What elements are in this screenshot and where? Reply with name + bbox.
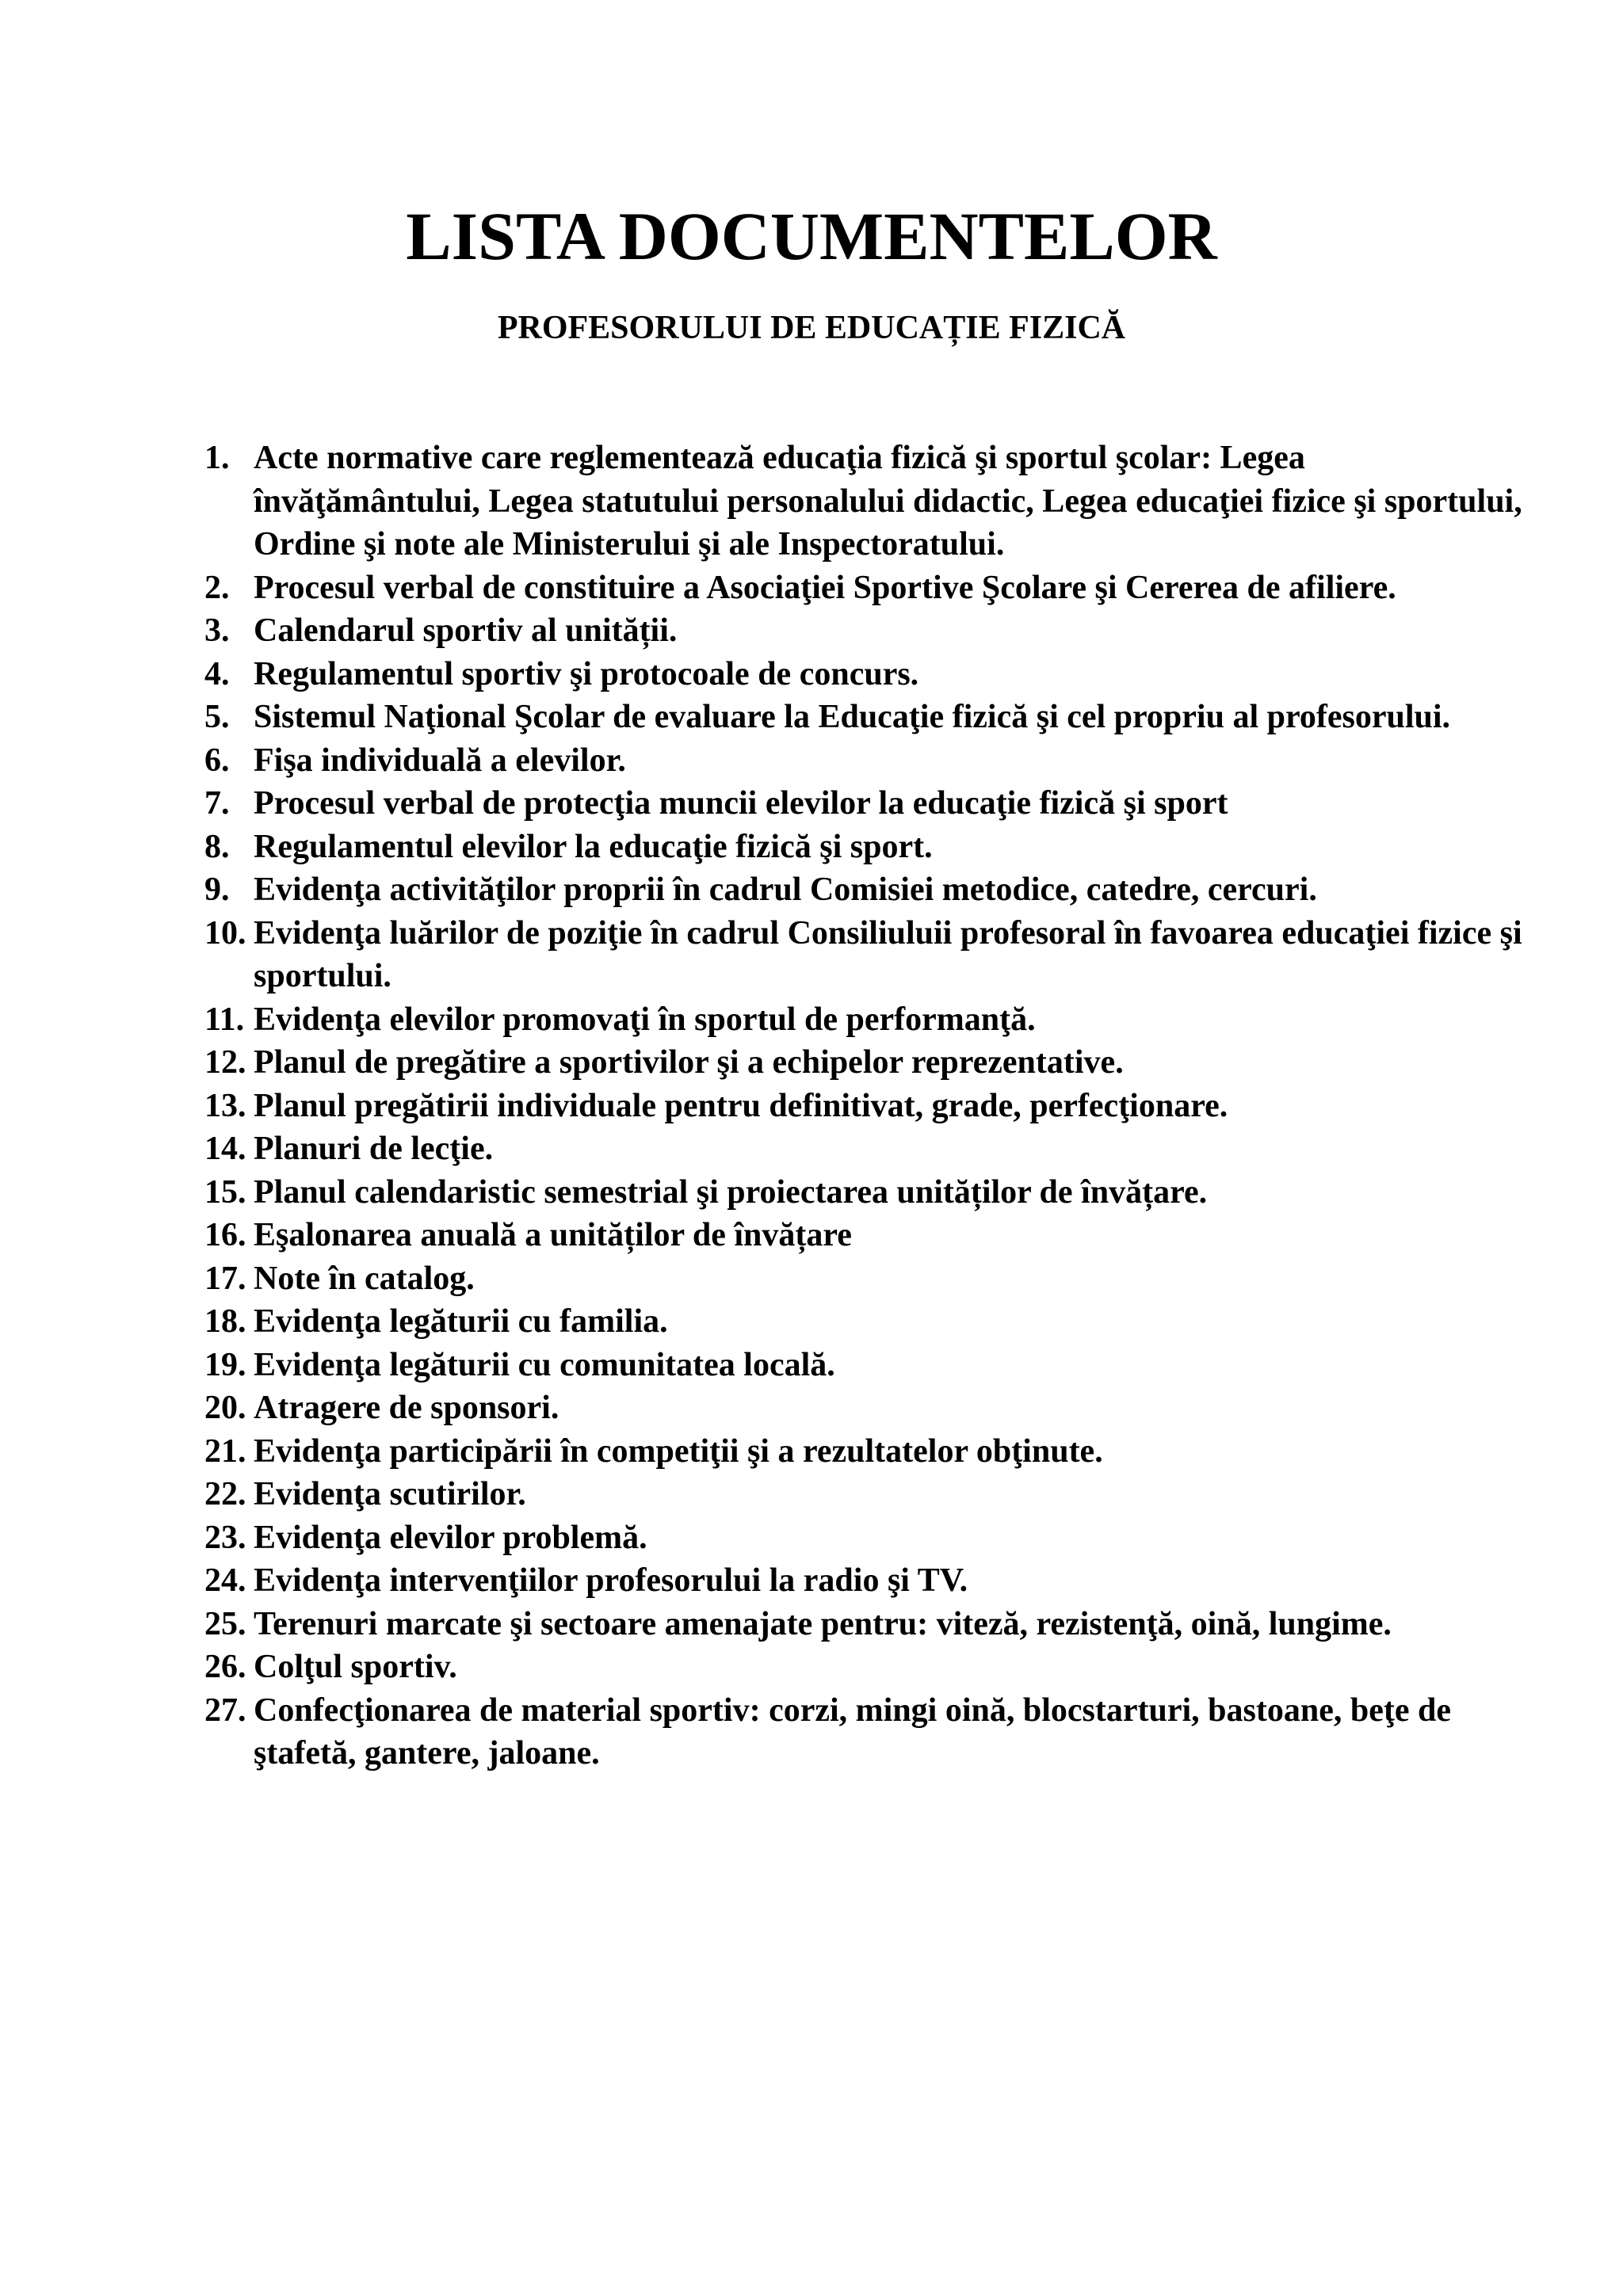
list-item xyxy=(204,998,1536,1042)
list-item-number: 7. xyxy=(204,785,230,822)
list-item xyxy=(204,868,1536,912)
list-item-number: 12. xyxy=(204,1044,246,1081)
list-item-number: 25. xyxy=(204,1605,246,1642)
list-item-text: Planul calendaristic semestrial şi proiectarea unităților de învățare. xyxy=(254,1173,1208,1211)
list-item xyxy=(204,1085,1536,1128)
list-item-number: 22. xyxy=(204,1476,246,1512)
list-item xyxy=(204,1603,1536,1646)
list-item-text: Evidenţa scutirilor. xyxy=(254,1476,526,1512)
list-item xyxy=(204,1171,1536,1215)
list-item-number: 8. xyxy=(204,828,230,865)
list-item-text: Confecţionarea de material sportiv: corzi, mingi oină, blocstarturi, bastoane, beţe de ştafetă, gantere, jaloane. xyxy=(254,1691,1451,1772)
list-item-number: 1. xyxy=(204,440,230,476)
list-item-text: Regulamentul elevilor la educaţie fizică şi sport. xyxy=(254,828,933,865)
list-item-text: Evidenţa elevilor problemă. xyxy=(254,1519,647,1556)
list-item-text: Note în catalog. xyxy=(254,1260,475,1297)
list-item xyxy=(204,826,1536,869)
list-item-number: 20. xyxy=(204,1390,246,1426)
list-item-number: 23. xyxy=(204,1519,246,1556)
list-item-number: 26. xyxy=(204,1649,246,1685)
list-item-text: Colţul sportiv. xyxy=(254,1649,457,1685)
list-item xyxy=(204,1516,1536,1560)
list-item-text: Regulamentul sportiv şi protocoale de concurs. xyxy=(254,655,919,692)
list-item xyxy=(204,1300,1536,1344)
list-item-number: 15. xyxy=(204,1173,246,1211)
list-item xyxy=(204,1473,1536,1516)
list-item xyxy=(204,1689,1536,1775)
list-item-text: Atragere de sponsori. xyxy=(254,1390,559,1426)
list-item xyxy=(204,1386,1536,1430)
list-item xyxy=(204,566,1536,610)
list-item-number: 16. xyxy=(204,1217,246,1253)
document-subtitle: PROFESORULUI DE EDUCAȚIE FIZICĂ xyxy=(497,310,1126,346)
list-item-text: Acte normative care reglementează educaţia fizică şi sportul şcolar: Legea învăţământului, Legea statutului personalului didactic, Legea educaţiei fizice şi sportului, Ordine şi note ale Ministerului şi ale Inspectoratului. xyxy=(254,440,1522,563)
list-item-text: Evidenţa activităţilor proprii în cadrul Comisiei metodice, catedre, cercuri. xyxy=(254,871,1317,908)
list-item xyxy=(204,1344,1536,1387)
list-item-number: 5. xyxy=(204,699,230,735)
list-item xyxy=(204,739,1536,783)
list-item-text: Terenuri marcate şi sectoare amenajate pentru: viteză, rezistenţă, oină, lungime. xyxy=(254,1605,1392,1642)
documents-list xyxy=(204,437,1536,1775)
list-item-text: Planul de pregătire a sportivilor şi a echipelor reprezentative. xyxy=(254,1044,1124,1081)
list-item-number: 24. xyxy=(204,1562,246,1599)
list-item-number: 9. xyxy=(204,871,230,908)
list-item xyxy=(204,1559,1536,1603)
list-item-text: Planul pregătirii individuale pentru definitivat, grade, perfecţionare. xyxy=(254,1087,1228,1124)
list-item-number: 10. xyxy=(204,914,246,952)
list-item-number: 2. xyxy=(204,569,230,606)
list-item xyxy=(204,653,1536,696)
list-item-text: Procesul verbal de protecţia muncii elevilor la educaţie fizică şi sport xyxy=(254,785,1228,822)
list-item-text: Sistemul Naţional Şcolar de evaluare la Educaţie fizică şi cel propriu al profesorului. xyxy=(254,699,1451,735)
list-item xyxy=(204,437,1536,566)
list-item-text: Fişa individuală a elevilor. xyxy=(254,742,626,779)
list-item xyxy=(204,912,1536,998)
list-item-number: 14. xyxy=(204,1131,246,1167)
list-item-number: 13. xyxy=(204,1087,246,1124)
list-item-text: Planuri de lecţie. xyxy=(254,1131,494,1167)
list-item-text: Evidenţa legăturii cu familia. xyxy=(254,1303,668,1340)
document-title: LISTA DOCUMENTELOR xyxy=(406,198,1217,274)
list-item xyxy=(204,1430,1536,1474)
list-item-number: 17. xyxy=(204,1260,246,1297)
list-item-text: Evidenţa elevilor promovaţi în sportul de performanţă. xyxy=(254,1001,1036,1038)
list-item-text: Calendarul sportiv al unității. xyxy=(254,612,678,649)
list-item xyxy=(204,1041,1536,1085)
list-item xyxy=(204,782,1536,826)
list-item-number: 21. xyxy=(204,1432,246,1470)
list-item-number: 19. xyxy=(204,1346,246,1383)
list-item xyxy=(204,1127,1536,1171)
list-item-number: 11. xyxy=(204,1001,245,1038)
list-item-number: 3. xyxy=(204,612,230,649)
list-item-text: Evidenţa legăturii cu comunitatea locală. xyxy=(254,1346,835,1383)
list-item xyxy=(204,1214,1536,1257)
list-item-text: Eşalonarea anuală a unităților de învățare xyxy=(254,1217,852,1253)
list-item-number: 18. xyxy=(204,1303,246,1340)
list-item xyxy=(204,1646,1536,1689)
list-item xyxy=(204,696,1536,739)
list-item-text: Procesul verbal de constituire a Asociaţiei Sportive Şcolare şi Cererea de afiliere. xyxy=(254,569,1396,606)
list-item xyxy=(204,609,1536,653)
list-item-text: Evidenţa participării în competiţii şi a rezultatelor obţinute. xyxy=(254,1432,1103,1470)
list-item xyxy=(204,1257,1536,1301)
list-item-number: 6. xyxy=(204,742,230,779)
list-item-text: Evidenţa luărilor de poziţie în cadrul Consiliuluii profesoral în favoarea educaţiei fizice şi sportului. xyxy=(254,914,1522,994)
list-item-number: 27. xyxy=(204,1691,246,1729)
list-item-text: Evidenţa intervenţiilor profesorului la radio şi TV. xyxy=(254,1562,968,1599)
list-item-number: 4. xyxy=(204,655,230,692)
